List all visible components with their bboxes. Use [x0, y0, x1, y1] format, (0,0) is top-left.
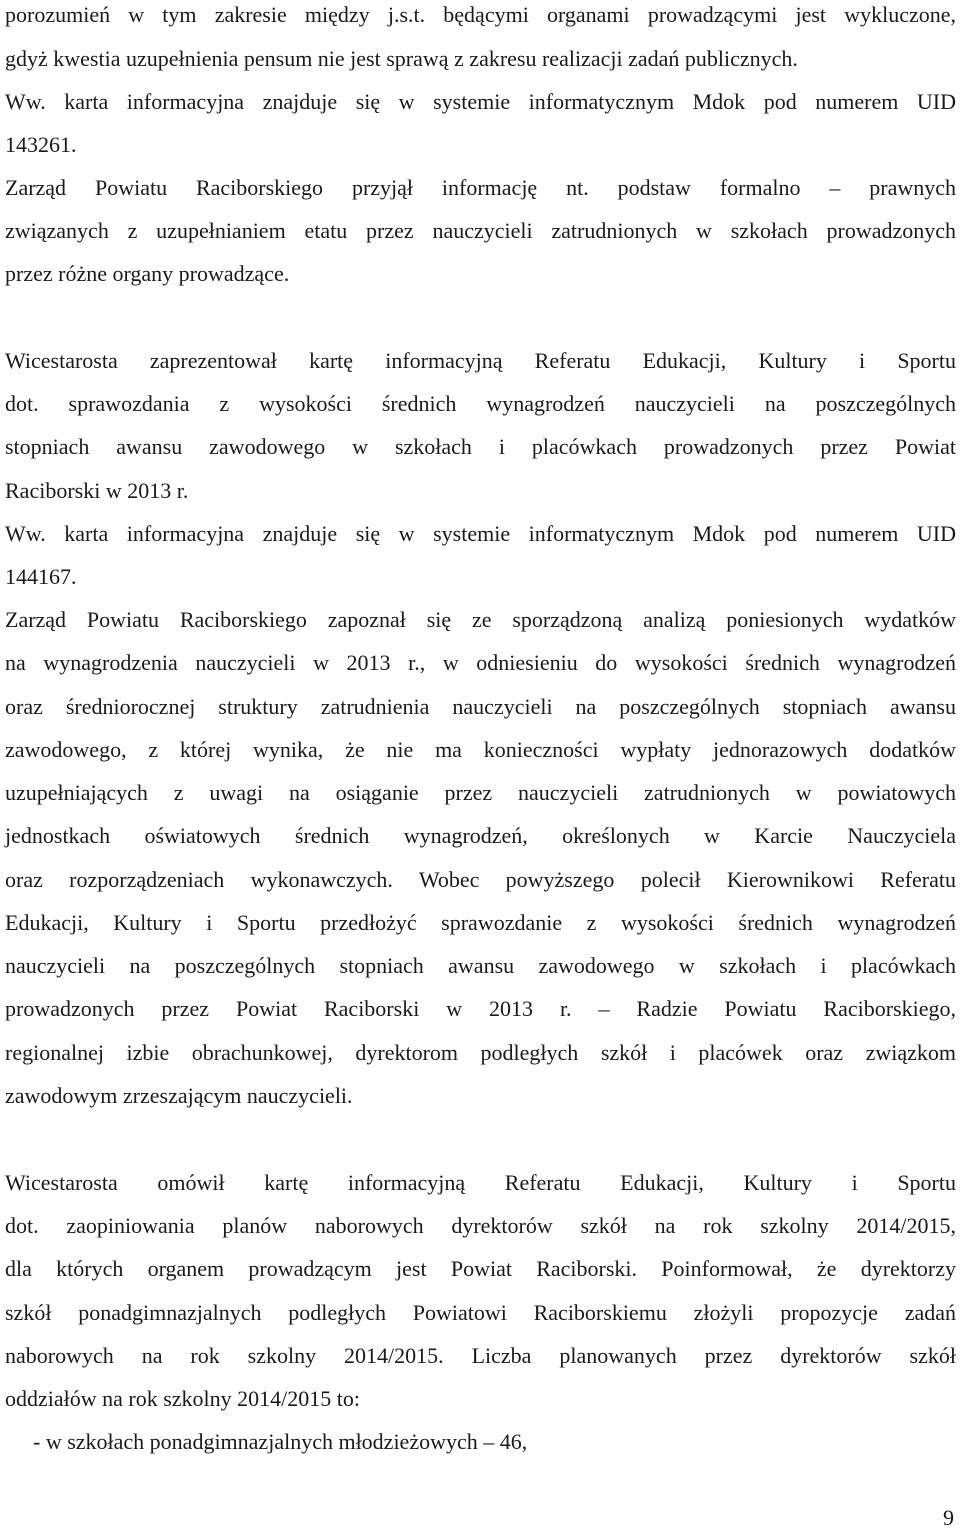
text-line: dot. sprawozdania z wysokości średnich wynagrodzeń nauczycieli na poszczególnych — [5, 391, 956, 416]
text-line: oddziałów na rok szkolny 2014/2015 to: — [5, 1386, 361, 1411]
text-line: oraz średniorocznej struktury zatrudnienia nauczycieli na poszczególnych stopniach awansu — [5, 694, 956, 719]
text-line: Ww. karta informacyjna znajduje się w systemie informatycznym Mdok pod numerem UID — [5, 521, 956, 546]
text-line: regionalnej izbie obrachunkowej, dyrektorom podległych szkół i placówek oraz związkom — [5, 1040, 956, 1065]
page-number: 9 — [943, 1505, 954, 1530]
text-line: dot. zaopiniowania planów naborowych dyrektorów szkół na rok szkolny 2014/2015, — [5, 1213, 956, 1238]
text-line: stopniach awansu zawodowego w szkołach i placówkach prowadzonych przez Powiat — [5, 434, 956, 459]
text-line: prowadzonych przez Powiat Raciborski w 2013 r. – Radzie Powiatu Raciborskiego, — [5, 996, 956, 1021]
text-line: Zarząd Powiatu Raciborskiego zapoznał się ze sporządzoną analizą poniesionych wydatków — [5, 607, 956, 632]
text-line: na wynagrodzenia nauczycieli w 2013 r., w odniesieniu do wysokości średnich wynagrodzeń — [5, 650, 956, 675]
text-line: dla których organem prowadzącym jest Powiat Raciborski. Poinformował, że dyrektorzy — [5, 1256, 956, 1281]
text-line: Edukacji, Kultury i Sportu przedłożyć sprawozdanie z wysokości średnich wynagrodzeń — [5, 910, 956, 935]
text-line: Wicestarosta omówił kartę informacyjną Referatu Edukacji, Kultury i Sportu — [5, 1170, 956, 1195]
text-line: Zarząd Powiatu Raciborskiego przyjął informację nt. podstaw formalno – prawnych — [5, 175, 956, 200]
text-line: zawodowego, z której wynika, że nie ma konieczności wypłaty jednorazowych dodatków — [5, 737, 956, 762]
text-line: nauczycieli na poszczególnych stopniach awansu zawodowego w szkołach i placówkach — [5, 953, 956, 978]
text-line: szkół ponadgimnazjalnych podległych Powiatowi Raciborskiemu złożyli propozycje zadań — [5, 1300, 956, 1325]
text-line: przez różne organy prowadzące. — [5, 261, 290, 286]
text-line: Wicestarosta zaprezentował kartę informacyjną Referatu Edukacji, Kultury i Sportu — [5, 348, 956, 373]
text-line: 144167. — [5, 564, 77, 589]
text-line: Ww. karta informacyjna znajduje się w systemie informatycznym Mdok pod numerem UID — [5, 89, 956, 114]
text-line: naborowych na rok szkolny 2014/2015. Liczba planowanych przez dyrektorów szkół — [5, 1343, 956, 1368]
text-line: porozumień w tym zakresie między j.s.t. będącymi organami prowadzącymi jest wykluczone, — [5, 2, 956, 27]
text-line: Raciborski w 2013 r. — [5, 478, 189, 503]
text-line: związanych z uzupełnianiem etatu przez nauczycieli zatrudnionych w szkołach prowadzonych — [5, 218, 956, 243]
list-item: - w szkołach ponadgimnazjalnych młodzieżowych – 46, — [33, 1429, 528, 1454]
text-line: gdyż kwestia uzupełnienia pensum nie jest sprawą z zakresu realizacji zadań publicznych. — [5, 46, 798, 71]
text-line: zawodowym zrzeszającym nauczycieli. — [5, 1083, 353, 1108]
text-line: uzupełniających z uwagi na osiąganie przez nauczycieli zatrudnionych w powiatowych — [5, 780, 956, 805]
text-line: oraz rozporządzeniach wykonawczych. Wobec powyższego polecił Kierownikowi Referatu — [5, 867, 956, 892]
text-line: 143261. — [5, 132, 77, 157]
text-line: jednostkach oświatowych średnich wynagrodzeń, określonych w Karcie Nauczyciela — [5, 823, 956, 848]
